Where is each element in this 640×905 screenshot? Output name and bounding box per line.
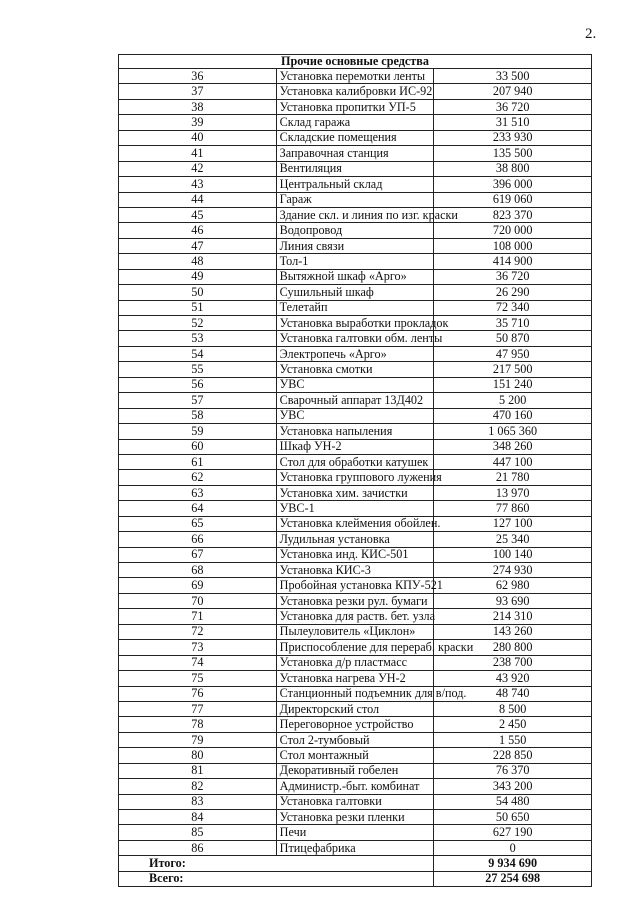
table-row	[119, 393, 592, 408]
asset-value: 135 500	[434, 146, 592, 161]
row-number: 60	[119, 439, 277, 454]
asset-value: 72 340	[434, 300, 592, 315]
asset-name: Установка группового лужения	[276, 470, 434, 485]
asset-name: Директорский стол	[276, 701, 434, 716]
table-row	[119, 640, 592, 655]
asset-name: Тол-1	[276, 254, 434, 269]
row-number: 77	[119, 701, 277, 716]
asset-name: Установка галтовки	[276, 794, 434, 809]
row-number: 65	[119, 516, 277, 531]
row-number: 38	[119, 99, 277, 114]
row-number: 72	[119, 624, 277, 639]
table-row	[119, 763, 592, 778]
asset-value: 77 860	[434, 501, 592, 516]
asset-value: 274 930	[434, 563, 592, 578]
asset-name: Приспособление для перераб. краски	[276, 640, 434, 655]
asset-name: Установка хим. зачистки	[276, 485, 434, 500]
row-number: 78	[119, 717, 277, 732]
asset-value: 0	[434, 840, 592, 855]
row-number: 79	[119, 732, 277, 747]
asset-name: Вытяжной шкаф «Арго»	[276, 269, 434, 284]
table-row	[119, 609, 592, 624]
asset-value: 25 340	[434, 532, 592, 547]
asset-name: Электропечь «Арго»	[276, 346, 434, 361]
asset-value: 214 310	[434, 609, 592, 624]
table-row	[119, 69, 592, 84]
table-row	[119, 99, 592, 114]
table-row	[119, 840, 592, 855]
asset-value: 151 240	[434, 377, 592, 392]
row-number: 41	[119, 146, 277, 161]
table-row	[119, 516, 592, 531]
asset-name: Установка КИС-3	[276, 563, 434, 578]
asset-name: Установка клеймения обойлен.	[276, 516, 434, 531]
asset-value: 47 950	[434, 346, 592, 361]
asset-value: 348 260	[434, 439, 592, 454]
asset-value: 8 500	[434, 701, 592, 716]
asset-name: Установка галтовки обм. ленты	[276, 331, 434, 346]
row-number: 48	[119, 254, 277, 269]
row-number: 54	[119, 346, 277, 361]
asset-name: Пробойная установка КПУ-521	[276, 578, 434, 593]
asset-name: Установка инд. КИС-501	[276, 547, 434, 562]
row-number: 61	[119, 454, 277, 469]
asset-value: 26 290	[434, 285, 592, 300]
asset-name: Установка пропитки УП-5	[276, 99, 434, 114]
table-row	[119, 655, 592, 670]
table-row	[119, 779, 592, 794]
asset-name: Установка резки рул. бумаги	[276, 593, 434, 608]
asset-name: Заправочная станция	[276, 146, 434, 161]
asset-value: 48 740	[434, 686, 592, 701]
table-row	[119, 454, 592, 469]
table-row	[119, 84, 592, 99]
table-row	[119, 671, 592, 686]
table-row	[119, 207, 592, 222]
row-number: 84	[119, 810, 277, 825]
table-row	[119, 624, 592, 639]
table-row	[119, 130, 592, 145]
asset-value: 280 800	[434, 640, 592, 655]
row-number: 69	[119, 578, 277, 593]
row-number: 42	[119, 161, 277, 176]
asset-name: Стол монтажный	[276, 748, 434, 763]
table-row	[119, 717, 592, 732]
row-number: 68	[119, 563, 277, 578]
row-number: 57	[119, 393, 277, 408]
table-row	[119, 238, 592, 253]
asset-name: Установка нагрева УН-2	[276, 671, 434, 686]
asset-name: Телетайп	[276, 300, 434, 315]
row-number: 82	[119, 779, 277, 794]
asset-name: Установка перемотки ленты	[276, 69, 434, 84]
row-number: 45	[119, 207, 277, 222]
table-row	[119, 316, 592, 331]
table-row	[119, 825, 592, 840]
row-number: 85	[119, 825, 277, 840]
table-row	[119, 578, 592, 593]
row-number: 52	[119, 316, 277, 331]
table-row	[119, 285, 592, 300]
asset-name: УВС	[276, 377, 434, 392]
table-row	[119, 254, 592, 269]
asset-value: 470 160	[434, 408, 592, 423]
row-number: 76	[119, 686, 277, 701]
asset-name: Вентиляция	[276, 161, 434, 176]
table-row	[119, 593, 592, 608]
table-row	[119, 192, 592, 207]
table-row	[119, 377, 592, 392]
row-number: 86	[119, 840, 277, 855]
asset-name: Установка калибровки ИС-92	[276, 84, 434, 99]
asset-value: 396 000	[434, 177, 592, 192]
row-number: 71	[119, 609, 277, 624]
grand-total-row	[119, 871, 592, 886]
asset-value: 36 720	[434, 99, 592, 114]
asset-name: Установка д/р пластмасс	[276, 655, 434, 670]
table-row	[119, 269, 592, 284]
asset-value: 35 710	[434, 316, 592, 331]
asset-value: 720 000	[434, 223, 592, 238]
asset-value: 1 065 360	[434, 424, 592, 439]
row-number: 49	[119, 269, 277, 284]
asset-value: 36 720	[434, 269, 592, 284]
asset-name: Установка для раств. бет. узла	[276, 609, 434, 624]
asset-name: Установка напыления	[276, 424, 434, 439]
asset-value: 62 980	[434, 578, 592, 593]
table-row	[119, 161, 592, 176]
row-number: 36	[119, 69, 277, 84]
row-number: 55	[119, 362, 277, 377]
asset-name: Склад гаража	[276, 115, 434, 130]
asset-name: УВС-1	[276, 501, 434, 516]
table-row	[119, 424, 592, 439]
asset-name: Сушильный шкаф	[276, 285, 434, 300]
asset-value: 50 870	[434, 331, 592, 346]
asset-value: 50 650	[434, 810, 592, 825]
asset-name: Установка выработки прокладок	[276, 316, 434, 331]
row-number: 59	[119, 424, 277, 439]
asset-value: 76 370	[434, 763, 592, 778]
asset-name: Декоративный гобелен	[276, 763, 434, 778]
grand-total-row-value: 27 254 698	[434, 871, 592, 886]
table-row	[119, 748, 592, 763]
row-number: 74	[119, 655, 277, 670]
asset-value: 233 930	[434, 130, 592, 145]
row-number: 43	[119, 177, 277, 192]
asset-name: Лудильная установка	[276, 532, 434, 547]
asset-value: 207 940	[434, 84, 592, 99]
table-row	[119, 115, 592, 130]
asset-name: Стол для обработки катушек	[276, 454, 434, 469]
asset-value: 13 970	[434, 485, 592, 500]
asset-name: Установка резки пленки	[276, 810, 434, 825]
row-number: 81	[119, 763, 277, 778]
section-title: Прочие основные средства	[119, 55, 592, 69]
asset-value: 100 140	[434, 547, 592, 562]
row-number: 39	[119, 115, 277, 130]
table-row	[119, 331, 592, 346]
subtotal-row	[119, 856, 592, 871]
row-number: 46	[119, 223, 277, 238]
table-row	[119, 470, 592, 485]
subtotal-row-label: Итого:	[119, 856, 434, 871]
asset-name: Здание скл. и линия по изг. краски	[276, 207, 434, 222]
row-number: 51	[119, 300, 277, 315]
row-number: 44	[119, 192, 277, 207]
asset-value: 127 100	[434, 516, 592, 531]
row-number: 53	[119, 331, 277, 346]
asset-value: 43 920	[434, 671, 592, 686]
asset-value: 2 450	[434, 717, 592, 732]
asset-name: Пылеуловитель «Циклон»	[276, 624, 434, 639]
asset-name: Шкаф УН-2	[276, 439, 434, 454]
row-number: 56	[119, 377, 277, 392]
asset-value: 414 900	[434, 254, 592, 269]
table-row	[119, 532, 592, 547]
table-row	[119, 439, 592, 454]
table-row	[119, 346, 592, 361]
row-number: 50	[119, 285, 277, 300]
row-number: 58	[119, 408, 277, 423]
row-number: 83	[119, 794, 277, 809]
row-number: 40	[119, 130, 277, 145]
asset-name: Линия связи	[276, 238, 434, 253]
asset-value: 619 060	[434, 192, 592, 207]
asset-value: 54 480	[434, 794, 592, 809]
asset-value: 5 200	[434, 393, 592, 408]
asset-value: 447 100	[434, 454, 592, 469]
row-number: 47	[119, 238, 277, 253]
asset-value: 627 190	[434, 825, 592, 840]
asset-value: 217 500	[434, 362, 592, 377]
table-row	[119, 223, 592, 238]
asset-name: Птицефабрика	[276, 840, 434, 855]
row-number: 37	[119, 84, 277, 99]
asset-name: Администр.-быт. комбинат	[276, 779, 434, 794]
table-row	[119, 686, 592, 701]
asset-name: Станционный подъемник для в/под.	[276, 686, 434, 701]
table-row	[119, 547, 592, 562]
asset-name: Гараж	[276, 192, 434, 207]
asset-value: 343 200	[434, 779, 592, 794]
row-number: 73	[119, 640, 277, 655]
table-row	[119, 732, 592, 747]
asset-value: 93 690	[434, 593, 592, 608]
row-number: 75	[119, 671, 277, 686]
table-row	[119, 501, 592, 516]
row-number: 62	[119, 470, 277, 485]
asset-name: УВС	[276, 408, 434, 423]
asset-value: 823 370	[434, 207, 592, 222]
asset-name: Печи	[276, 825, 434, 840]
asset-value: 143 260	[434, 624, 592, 639]
asset-value: 38 800	[434, 161, 592, 176]
row-number: 66	[119, 532, 277, 547]
grand-total-row-label: Всего:	[119, 871, 434, 886]
table-row	[119, 810, 592, 825]
table-row	[119, 177, 592, 192]
asset-name: Водопровод	[276, 223, 434, 238]
assets-table-body	[119, 55, 592, 887]
table-row	[119, 701, 592, 716]
table-row	[119, 408, 592, 423]
table-row	[119, 794, 592, 809]
assets-table	[118, 54, 592, 887]
row-number: 64	[119, 501, 277, 516]
asset-name: Сварочный аппарат 13Д402	[276, 393, 434, 408]
asset-name: Центральный склад	[276, 177, 434, 192]
table-row	[119, 300, 592, 315]
asset-name: Переговорное устройство	[276, 717, 434, 732]
page-number: 2.	[585, 26, 597, 42]
asset-value: 238 700	[434, 655, 592, 670]
asset-value: 21 780	[434, 470, 592, 485]
asset-value: 228 850	[434, 748, 592, 763]
table-row	[119, 362, 592, 377]
subtotal-row-value: 9 934 690	[434, 856, 592, 871]
asset-name: Стол 2-тумбовый	[276, 732, 434, 747]
table-row	[119, 563, 592, 578]
asset-value: 31 510	[434, 115, 592, 130]
row-number: 63	[119, 485, 277, 500]
asset-value: 33 500	[434, 69, 592, 84]
table-row	[119, 146, 592, 161]
asset-name: Установка смотки	[276, 362, 434, 377]
asset-value: 108 000	[434, 238, 592, 253]
row-number: 80	[119, 748, 277, 763]
table-row	[119, 485, 592, 500]
asset-value: 1 550	[434, 732, 592, 747]
table-header-row	[119, 55, 592, 69]
row-number: 70	[119, 593, 277, 608]
asset-name: Складские помещения	[276, 130, 434, 145]
row-number: 67	[119, 547, 277, 562]
